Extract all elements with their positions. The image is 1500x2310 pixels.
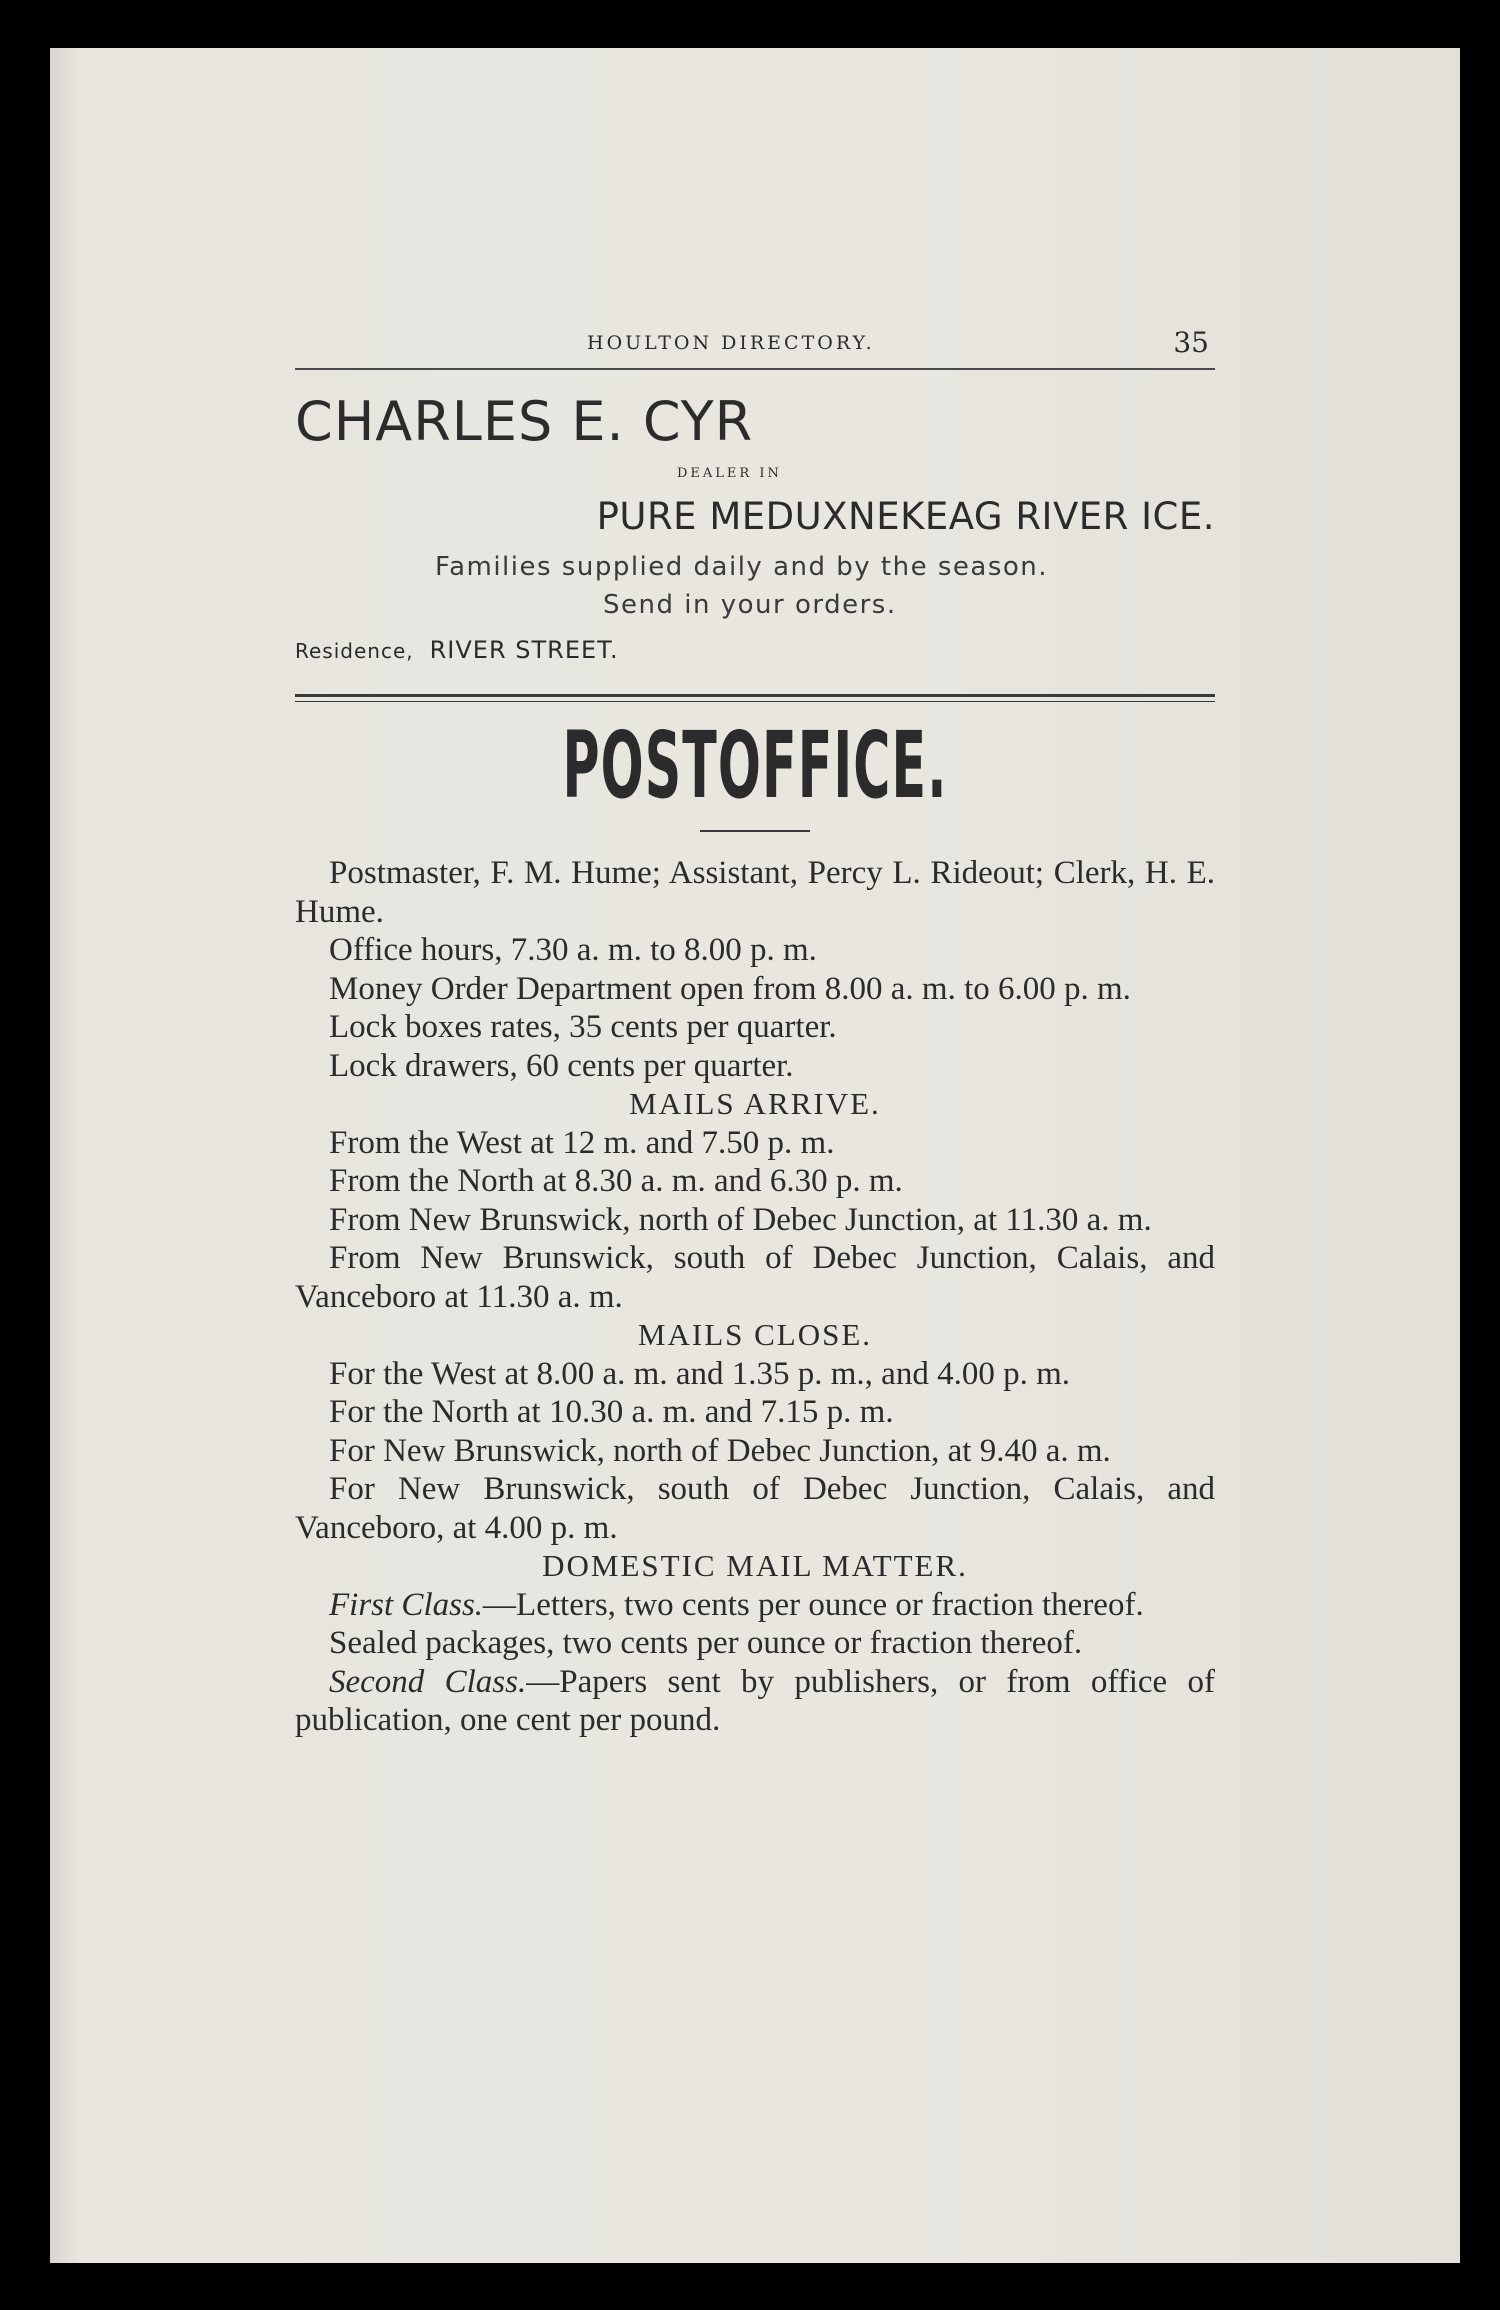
mail-arrive-item: From the West at 12 m. and 7.50 p. m. — [329, 1124, 835, 1161]
mails-close-heading: MAILS CLOSE. — [637, 1317, 873, 1352]
mails-arrive-heading: MAILS ARRIVE. — [629, 1086, 881, 1121]
sealed-packages-paragraph: Sealed packages, two cents per ounce or fraction thereof. — [329, 1625, 1083, 1661]
section-heading: POSTOFFICE. — [562, 712, 948, 819]
short-rule-divider — [700, 830, 810, 832]
residence-line — [295, 636, 1215, 664]
mail-arrive-item: From New Brunswick, north of Debec Junction, at 11.30 a. m. — [329, 1201, 1152, 1238]
second-class-text: —Papers sent by publishers, or from office of publication, one cent per pound. — [295, 1663, 1215, 1738]
second-class-paragraph — [295, 1663, 1215, 1740]
first-class-paragraph — [295, 1586, 1215, 1625]
domestic-mail-heading: DOMESTIC MAIL MATTER. — [542, 1548, 968, 1583]
mail-arrive-item: From the North at 8.30 a. m. and 6.30 p. m. — [329, 1163, 903, 1199]
ad-tagline-1: Families supplied daily and by the season. — [435, 552, 1049, 582]
residence-street: RIVER STREET. — [429, 636, 619, 664]
paragraph: Postmaster, F. M. Hume; Assistant, Percy L. Rideout; Clerk, H. E. Hume. — [295, 855, 1215, 930]
mail-close-item: For New Brunswick, north of Debec Junction, at 9.40 a. m. — [329, 1432, 1111, 1469]
advertisement — [295, 390, 1215, 664]
first-class-label: First Class. — [329, 1586, 484, 1623]
advertiser-name: CHARLES E. CYR — [295, 390, 754, 453]
residence-label: Residence, — [295, 639, 414, 663]
product-line: PURE MEDUXNEKEAG RIVER ICE. — [596, 495, 1215, 538]
double-rule-divider — [295, 694, 1215, 702]
mail-arrive-item: From New Brunswick, south of Debec Junction, Calais, and Vanceboro at 11.30 a. m. — [295, 1240, 1215, 1315]
first-class-text: —Letters, two cents per ounce or fraction thereof. — [483, 1586, 1144, 1623]
running-title: HOULTON DIRECTORY. — [587, 332, 875, 354]
ad-tagline-2: Send in your orders. — [603, 590, 897, 620]
paragraph: Office hours, 7.30 a. m. to 8.00 p. m. — [329, 932, 817, 968]
mail-close-item: For New Brunswick, south of Debec Junction, Calais, and Vanceboro, at 4.00 p. m. — [295, 1471, 1215, 1546]
second-class-label: Second Class. — [329, 1663, 527, 1700]
running-header — [295, 318, 1215, 370]
postoffice-body — [295, 854, 1215, 1740]
page-content — [295, 318, 1215, 1740]
dealer-in-label: DEALER IN — [677, 466, 782, 481]
mail-close-item: For the West at 8.00 a. m. and 1.35 p. m., and 4.00 p. m. — [329, 1355, 1070, 1392]
page-number: 35 — [1173, 326, 1209, 359]
paragraph: Lock drawers, 60 cents per quarter. — [329, 1047, 794, 1084]
paragraph: Money Order Department open from 8.00 a. m. to 6.00 p. m. — [329, 970, 1131, 1007]
mail-close-item: For the North at 10.30 a. m. and 7.15 p. m. — [329, 1394, 894, 1430]
paragraph: Lock boxes rates, 35 cents per quarter. — [329, 1009, 837, 1045]
